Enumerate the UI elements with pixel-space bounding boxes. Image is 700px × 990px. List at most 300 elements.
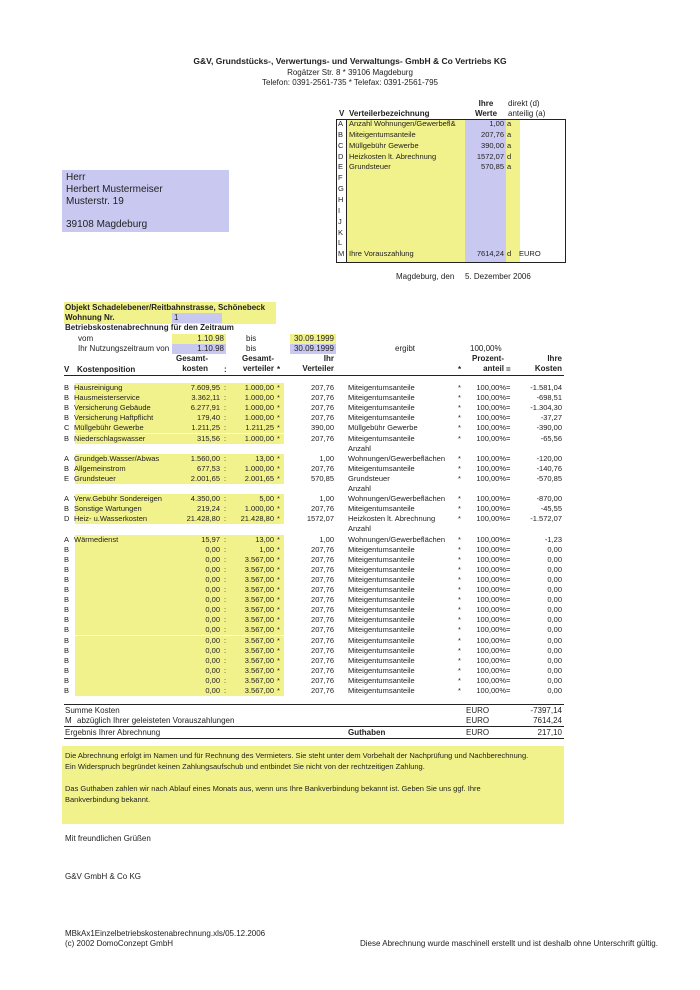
row-star: * (277, 494, 280, 504)
footer-copyright: (c) 2002 DomoConzept GmbH (65, 939, 174, 948)
row-equals: = (506, 615, 511, 625)
row-equals: = (506, 675, 511, 685)
flat-value: 1 (172, 313, 222, 323)
row-percent: 100,00% (476, 403, 506, 413)
table-row (64, 646, 564, 656)
distribution-row (336, 249, 568, 259)
row-letter: A (64, 494, 70, 504)
row-equals: = (506, 534, 511, 544)
row-position: Hausreinigung (74, 383, 123, 392)
row-equals: = (506, 574, 511, 584)
row-percent: 100,00% (476, 655, 506, 665)
row-letter: B (64, 504, 70, 514)
table-row (64, 686, 564, 696)
row-distributor: 3.567,00 (244, 574, 274, 584)
row-star: * (277, 534, 280, 544)
row-equals: = (506, 453, 511, 463)
row-cost: 0,00 (547, 544, 562, 554)
table-row (64, 555, 564, 565)
signature: G&V GmbH & Co KG (65, 872, 142, 881)
row-star2: * (458, 625, 461, 635)
row-star2: * (458, 554, 461, 564)
distribution-row (336, 184, 568, 194)
row-distributor: 3.567,00 (244, 665, 274, 675)
row-distributor: 1.000,00 (244, 504, 274, 514)
dist-letter: A (338, 119, 344, 128)
object-title: Objekt Schadelebener/Reitbahnstrasse, Schönebeck (65, 303, 266, 312)
row-star: * (277, 585, 280, 594)
row-equals: = (506, 383, 511, 392)
row-equals: = (506, 393, 511, 403)
row-cost: -37,27 (540, 413, 562, 423)
row-key: Miteigentumsanteile (348, 403, 415, 413)
row-yours: 570,85 (311, 473, 334, 483)
row-distributor: 1.000,00 (244, 403, 274, 413)
result-word: Guthaben (348, 728, 386, 737)
row-percent: 100,00% (476, 463, 506, 473)
row-key: Miteigentumsanteile (348, 413, 415, 423)
table-row (64, 504, 564, 514)
row-distributor: 3.567,00 (244, 675, 274, 685)
table-row (64, 464, 564, 474)
row-equals: = (506, 463, 511, 473)
date-value: 5. Dezember 2006 (465, 272, 531, 281)
table-row (64, 444, 564, 454)
dist-value: 570,85 (481, 162, 504, 172)
row-yours: 207,76 (311, 554, 334, 564)
row-star: * (277, 463, 280, 473)
row-star2: * (458, 433, 461, 443)
row-percent: 100,00% (476, 686, 506, 695)
dist-letter: F (338, 173, 343, 183)
row-letter: B (64, 383, 70, 392)
table-row (64, 524, 564, 534)
row-key: Miteigentumsanteile (348, 463, 415, 473)
row-star: * (277, 595, 280, 605)
row-colon: : (224, 413, 227, 423)
row-cost: -65,56 (540, 433, 562, 443)
row-percent: 100,00% (476, 635, 506, 645)
table-row (64, 575, 564, 585)
th-dist: Gesamt- verteiler (241, 354, 274, 373)
row-equals: = (506, 403, 511, 413)
row-star: * (277, 635, 280, 645)
from-value: 1.10.98 (172, 334, 226, 344)
row-colon: : (224, 645, 227, 655)
dist-letter: G (338, 184, 344, 194)
row-percent: 100,00% (476, 585, 506, 594)
row-cost: -698,51 (536, 393, 562, 403)
recipient-street: Musterstr. 19 (66, 196, 124, 207)
row-key: Miteigentumsanteile (348, 544, 415, 554)
row-star: * (277, 393, 280, 403)
row-yours: 207,76 (311, 393, 334, 403)
row-star: * (277, 625, 280, 635)
table-row (64, 413, 564, 423)
row-cost: 0,00 (547, 564, 562, 574)
row-colon: : (224, 615, 227, 625)
table-row (64, 514, 564, 524)
row-position: Versicherung Haftpflicht (74, 413, 154, 423)
row-yours: 207,76 (311, 544, 334, 554)
row-percent: 100,00% (476, 423, 506, 433)
row-distributor: 3.567,00 (244, 595, 274, 605)
row-star: * (277, 675, 280, 685)
row-cost: 0,00 (547, 595, 562, 605)
table-row (64, 403, 564, 413)
table-row (64, 636, 564, 646)
row-equals: = (506, 473, 511, 483)
row-equals: = (506, 564, 511, 574)
adv-label: abzüglich Ihrer geleisteten Vorauszahlungen (77, 716, 235, 725)
dist-letter: B (338, 129, 344, 139)
row-total: 0,00 (205, 625, 220, 635)
row-key: Anzahl (348, 484, 371, 493)
ergibt-label: ergibt (395, 344, 416, 353)
row-star: * (277, 433, 280, 443)
dist-letter: C (338, 140, 344, 150)
row-total: 179,40 (197, 413, 220, 423)
table-row (64, 474, 564, 484)
dist-letter: D (338, 151, 344, 161)
sum-label: Summe Kosten (65, 706, 120, 715)
row-star2: * (458, 413, 461, 423)
row-position: Sonstige Wartungen (74, 504, 142, 514)
row-letter: B (64, 615, 70, 625)
row-star2: * (458, 675, 461, 685)
row-star2: * (458, 403, 461, 413)
row-letter: B (64, 433, 70, 443)
row-distributor: 1.000,00 (244, 463, 274, 473)
row-letter: B (64, 413, 70, 423)
table-row (64, 484, 564, 494)
row-star: * (277, 504, 280, 514)
row-star2: * (458, 665, 461, 675)
row-position: Hausmeisterservice (74, 393, 140, 403)
row-total: 7.609,95 (190, 383, 220, 392)
row-star: * (277, 473, 280, 483)
result-unit: EURO (466, 728, 490, 737)
row-key: Miteigentumsanteile (348, 574, 415, 584)
table-row (64, 383, 564, 393)
row-letter: B (64, 655, 70, 665)
row-star2: * (458, 585, 461, 594)
row-equals: = (506, 504, 511, 514)
row-cost: 0,00 (547, 645, 562, 655)
row-distributor: 1.211,25 (245, 423, 274, 433)
row-yours: 207,76 (311, 686, 334, 695)
distribution-row (336, 173, 568, 183)
row-equals: = (506, 494, 511, 504)
row-yours: 1,00 (319, 494, 334, 504)
row-percent: 100,00% (476, 393, 506, 403)
row-cost: 0,00 (547, 665, 562, 675)
row-distributor: 3.567,00 (244, 554, 274, 564)
row-cost: 0,00 (547, 615, 562, 625)
row-yours: 207,76 (311, 675, 334, 685)
row-star2: * (458, 686, 461, 695)
table-row (64, 605, 564, 615)
row-letter: A (64, 453, 70, 463)
dist-col-direct: direkt (d) anteilig (a) (508, 99, 546, 118)
row-total: 0,00 (205, 615, 220, 625)
row-letter: B (64, 625, 70, 635)
row-total: 1.560,00 (190, 453, 220, 463)
table-row (64, 656, 564, 666)
table-row (64, 676, 564, 686)
row-star2: * (458, 544, 461, 554)
table-row (64, 615, 564, 625)
note-paragraph-1: Die Abrechnung erfolgt im Namen und für Rechnung des Vermieters. Sie steht unter dem Vorbehalt der Nachprüfung und Nachberechnung. Ein Widerspruch begründet keinen Zahlungsaufschub und entbindet Sie nicht von der rechtzeitigen Zahlung. (65, 751, 529, 771)
row-key: Wohnungen/Gewerbeflächen (348, 494, 446, 504)
row-position: Müllgebühr Gewerbe (74, 423, 144, 433)
row-star: * (277, 665, 280, 675)
row-colon: : (224, 595, 227, 605)
to-label: bis (246, 334, 257, 343)
row-star2: * (458, 453, 461, 463)
row-colon: : (224, 423, 227, 433)
row-letter: C (64, 423, 70, 433)
row-star2: * (458, 615, 461, 625)
row-cost: 0,00 (547, 686, 562, 695)
row-colon: : (224, 544, 227, 554)
row-yours: 207,76 (311, 605, 334, 615)
dist-name: Anzahl Wohnungen/Gewerbefl& (349, 119, 456, 128)
usage-to-label: bis (246, 344, 257, 353)
row-equals: = (506, 595, 511, 605)
row-total: 315,56 (197, 433, 220, 443)
recipient-address (62, 170, 229, 232)
row-percent: 100,00% (476, 675, 506, 685)
sum-unit: EURO (466, 706, 490, 715)
row-star: * (277, 574, 280, 584)
row-distributor: 1.000,00 (244, 433, 274, 443)
row-yours: 1,00 (319, 534, 334, 544)
dist-name: Heizkosten lt. Abrechnung (349, 151, 437, 161)
dist-letter: J (338, 216, 342, 226)
th-yours: Ihr Verteiler (302, 354, 334, 373)
distribution-row (336, 119, 568, 129)
dist-letter: K (338, 227, 344, 237)
row-distributor: 1.000,00 (244, 413, 274, 423)
row-cost: -390,00 (536, 423, 562, 433)
distribution-row (336, 206, 568, 216)
row-yours: 207,76 (311, 635, 334, 645)
row-colon: : (224, 494, 227, 504)
dist-col-v: V (339, 109, 345, 118)
dist-extra: EURO (519, 249, 541, 259)
row-total: 1.211,25 (191, 423, 220, 433)
row-percent: 100,00% (476, 564, 506, 574)
row-equals: = (506, 585, 511, 594)
row-star: * (277, 423, 280, 433)
row-distributor: 3.567,00 (244, 615, 274, 625)
row-key: Miteigentumsanteile (348, 383, 415, 392)
row-total: 0,00 (205, 564, 220, 574)
row-distributor: 5,00 (259, 494, 274, 504)
adv-unit: EURO (466, 716, 490, 725)
row-yours: 207,76 (311, 595, 334, 605)
row-distributor: 1.000,00 (244, 393, 274, 403)
row-position: Versicherung Gebäude (74, 403, 151, 413)
row-key: Grundsteuer (348, 473, 390, 483)
row-yours: 207,76 (311, 585, 334, 594)
row-star2: * (458, 463, 461, 473)
row-star2: * (458, 494, 461, 504)
usage-to: 30.09.1999 (290, 344, 336, 354)
row-letter: B (64, 605, 70, 615)
row-letter: B (64, 463, 70, 473)
row-star2: * (458, 504, 461, 514)
row-star2: * (458, 574, 461, 584)
row-star2: * (458, 383, 461, 392)
row-key: Wohnungen/Gewerbeflächen (348, 534, 446, 544)
ergibt-value: 100,00% (470, 344, 502, 353)
row-colon: : (224, 686, 227, 695)
table-row (64, 625, 564, 635)
recipient-city: 39108 Magdeburg (66, 219, 148, 230)
row-star2: * (458, 655, 461, 665)
period-title: Betriebskostenabrechnung für den Zeitraum (65, 323, 234, 332)
distribution-row (336, 152, 568, 162)
row-colon: : (224, 504, 227, 514)
row-letter: B (64, 564, 70, 574)
row-percent: 100,00% (476, 554, 506, 564)
table-row (64, 454, 564, 464)
row-total: 0,00 (205, 635, 220, 645)
row-position: Grundgeb.Wasser/Abwas (74, 453, 160, 463)
row-percent: 100,00% (476, 645, 506, 655)
table-row (64, 595, 564, 605)
dist-letter: I (338, 205, 341, 215)
row-equals: = (506, 665, 511, 675)
row-star: * (277, 605, 280, 615)
row-total: 677,53 (197, 463, 220, 473)
row-colon: : (224, 625, 227, 635)
company-phone: Telefon: 0391-2561-735 * Telefax: 0391-2561-795 (262, 78, 438, 87)
row-letter: B (64, 645, 70, 655)
row-star: * (277, 645, 280, 655)
row-colon: : (224, 635, 227, 645)
row-percent: 100,00% (476, 574, 506, 584)
row-star2: * (458, 514, 461, 524)
row-cost: 0,00 (547, 554, 562, 564)
row-star: * (277, 403, 280, 413)
row-total: 0,00 (205, 585, 220, 594)
row-key: Anzahl (348, 443, 371, 453)
row-equals: = (506, 635, 511, 645)
to-value: 30.09.1999 (290, 334, 336, 344)
row-star2: * (458, 635, 461, 645)
row-yours: 207,76 (311, 383, 334, 392)
table-row (64, 434, 564, 444)
row-yours: 207,76 (311, 564, 334, 574)
flat-label: Wohnung Nr. (65, 313, 115, 322)
row-percent: 100,00% (476, 665, 506, 675)
row-star2: * (458, 473, 461, 483)
row-letter: B (64, 665, 70, 675)
dist-value: 7614,24 (476, 249, 504, 259)
row-colon: : (224, 675, 227, 685)
company-street: Rogätzer Str. 8 * 39106 Magdeburg (287, 68, 413, 77)
row-star: * (277, 564, 280, 574)
note-paragraph-2: Das Guthaben zahlen wir nach Ablauf eines Monats aus, wenn uns Ihre Bankverbindung bekannt ist. Geben Sie uns ggf. Ihre Bankverbindung bekannt. (65, 784, 481, 804)
row-equals: = (506, 655, 511, 665)
row-colon: : (224, 605, 227, 615)
row-key: Miteigentumsanteile (348, 665, 415, 675)
row-key: Miteigentumsanteile (348, 645, 415, 655)
row-position: Allgemeinstrom (74, 463, 126, 473)
row-cost: -120,00 (536, 453, 562, 463)
th-colon: : (224, 365, 227, 374)
result-label: Ergebnis Ihrer Abrechnung (65, 728, 161, 737)
row-equals: = (506, 544, 511, 554)
row-star: * (277, 514, 280, 524)
row-position: Verw.Gebühr Sondereigen (74, 494, 162, 504)
row-letter: B (64, 675, 70, 685)
row-cost: -1,23 (544, 534, 562, 544)
th-cost: Ihre Kosten (534, 354, 562, 373)
row-cost: 0,00 (547, 605, 562, 615)
row-key: Miteigentumsanteile (348, 605, 415, 615)
dist-type: a (507, 140, 512, 150)
row-percent: 100,00% (476, 615, 506, 625)
row-yours: 1,00 (319, 453, 334, 463)
footer-machine-note: Diese Abrechnung wurde maschinell erstellt und ist deshalb ohne Unterschrift gültig. (360, 939, 658, 948)
row-star2: * (458, 393, 461, 403)
sum-value: -7397,14 (530, 706, 562, 715)
row-key: Miteigentumsanteile (348, 585, 415, 594)
dist-letter: H (338, 194, 344, 204)
row-star: * (277, 413, 280, 423)
row-total: 0,00 (205, 544, 220, 554)
row-key: Miteigentumsanteile (348, 625, 415, 635)
row-percent: 100,00% (476, 383, 506, 392)
usage-label: Ihr Nutzungszeitraum von (78, 344, 170, 353)
row-star2: * (458, 423, 461, 433)
row-percent: 100,00% (476, 504, 506, 514)
row-percent: 100,00% (476, 494, 506, 504)
row-total: 219,24 (197, 504, 220, 514)
row-colon: : (224, 564, 227, 574)
row-total: 0,00 (205, 645, 220, 655)
row-distributor: 3.567,00 (244, 645, 274, 655)
row-star2: * (458, 595, 461, 605)
row-percent: 100,00% (476, 625, 506, 635)
row-yours: 207,76 (311, 625, 334, 635)
row-cost: -870,00 (536, 494, 562, 504)
row-letter: B (64, 635, 70, 645)
th-eq: = (506, 365, 511, 374)
row-equals: = (506, 645, 511, 655)
row-equals: = (506, 433, 511, 443)
row-total: 0,00 (205, 605, 220, 615)
row-percent: 100,00% (476, 534, 506, 544)
row-star: * (277, 383, 280, 392)
row-letter: D (64, 514, 70, 524)
table-row (64, 585, 564, 595)
row-total: 4.350,00 (190, 494, 220, 504)
row-total: 0,00 (205, 686, 220, 695)
row-colon: : (224, 585, 227, 594)
row-percent: 100,00% (476, 433, 506, 443)
dist-type: a (507, 119, 512, 128)
dist-type: d (507, 151, 512, 161)
result-value: 217,10 (537, 728, 562, 737)
dist-letter: L (338, 238, 343, 248)
row-percent: 100,00% (476, 605, 506, 615)
row-star: * (277, 544, 280, 554)
